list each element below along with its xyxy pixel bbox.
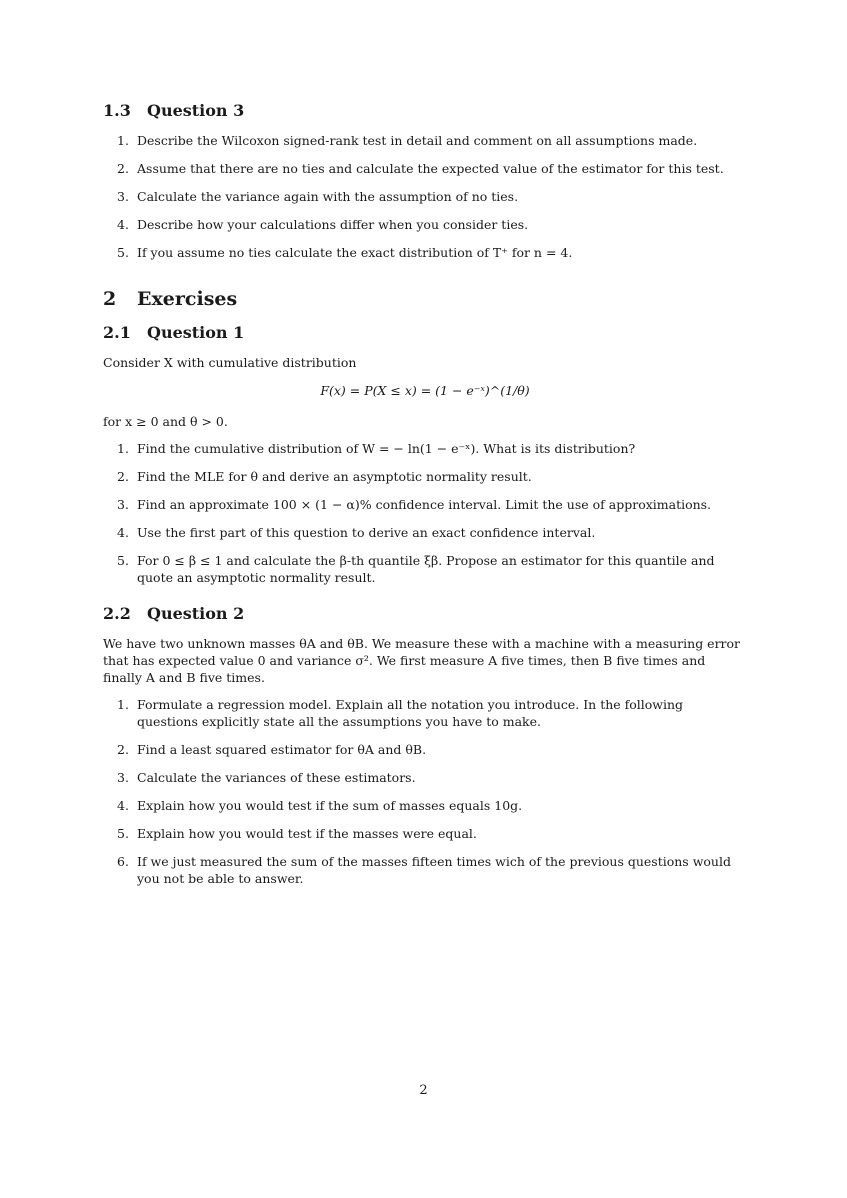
subsection-heading-2-2 [103,603,747,625]
cdf-formula: F(x) = P(X ≤ x) = (1 − e⁻ˣ)^(1/θ) [320,383,530,398]
item-number: 4. [117,525,129,540]
item-number: 3. [117,770,129,785]
item-text: Find a least squared estimator for θA and θB. [137,742,427,757]
question-3-list [103,132,747,261]
item-text: Explain how you would test if the sum of masses equals 10g. [137,798,523,813]
subsection-number: 2.1 [103,323,131,342]
section-heading-2 [103,286,747,312]
subsection-title: Question 3 [147,101,245,120]
item-number: 2. [117,742,129,757]
item-text: Calculate the variances of these estimators. [137,770,416,785]
list-item [103,160,747,177]
list-item [103,244,747,261]
item-text: Use the first part of this question to derive an exact confidence interval. [137,525,596,540]
item-number: 5. [117,826,129,841]
list-item [103,853,747,887]
item-number: 5. [117,245,129,260]
list-item [103,216,747,233]
item-text: If you assume no ties calculate the exact distribution of T⁺ for n = 4. [137,245,573,260]
item-number: 1. [117,697,129,712]
list-item [103,496,747,513]
question-1-list [103,440,747,586]
question-2-intro: We have two unknown masses θA and θB. We measure these with a machine with a measuring error that has expected value 0 and variance σ². We first measure A five times, then B five times and finally A and B five times. [103,636,741,685]
subsection-number: 2.2 [103,604,131,623]
item-text: Calculate the variance again with the assumption of no ties. [137,189,519,204]
item-text: Formulate a regression model. Explain all the notation you introduce. In the following questions explicitly state all the assumptions you have to make. [137,697,684,729]
item-number: 2. [117,161,129,176]
item-number: 5. [117,553,129,568]
item-number: 3. [117,189,129,204]
subsection-title: Question 2 [147,604,245,623]
section-title: Exercises [137,288,238,310]
list-item [103,440,747,457]
item-number: 2. [117,469,129,484]
list-item [103,825,747,842]
item-number: 4. [117,217,129,232]
subsection-title: Question 1 [147,323,245,342]
subsection-heading-1-3 [103,100,747,122]
list-item [103,552,747,586]
item-number: 6. [117,854,129,869]
subsection-number: 1.3 [103,101,131,120]
item-text: Find an approximate 100 × (1 − α)% confidence interval. Limit the use of approximations. [137,497,712,512]
list-item [103,188,747,205]
item-text: Describe the Wilcoxon signed-rank test in detail and comment on all assumptions made. [137,133,698,148]
list-item [103,769,747,786]
list-item [103,524,747,541]
item-number: 1. [117,441,129,456]
item-text: Describe how your calculations differ when you consider ties. [137,217,529,232]
item-number: 3. [117,497,129,512]
section-number: 2 [103,288,117,310]
item-text: Explain how you would test if the masses were equal. [137,826,477,841]
list-item [103,741,747,758]
list-item [103,132,747,149]
item-number: 4. [117,798,129,813]
item-number: 1. [117,133,129,148]
item-text: If we just measured the sum of the masses fifteen times wich of the previous questions would you not be able to answer. [137,854,731,886]
question-1-condition: for x ≥ 0 and θ > 0. [103,414,228,429]
item-text: Find the cumulative distribution of W = − ln(1 − e⁻ˣ). What is its distribution? [137,441,636,456]
list-item [103,468,747,485]
page-number: 2 [419,1083,428,1098]
list-item [103,797,747,814]
question-1-intro: Consider X with cumulative distribution [103,355,357,370]
question-2-list [103,696,747,887]
subsection-heading-2-1 [103,322,747,344]
item-text: Find the MLE for θ and derive an asymptotic normality result. [137,469,532,484]
item-text: For 0 ≤ β ≤ 1 and calculate the β-th quantile ξβ. Propose an estimator for this quantile and quote an asymptotic normality result. [137,553,715,585]
list-item [103,696,747,730]
page-content [103,100,747,898]
item-text: Assume that there are no ties and calculate the expected value of the estimator for this test. [137,161,724,176]
